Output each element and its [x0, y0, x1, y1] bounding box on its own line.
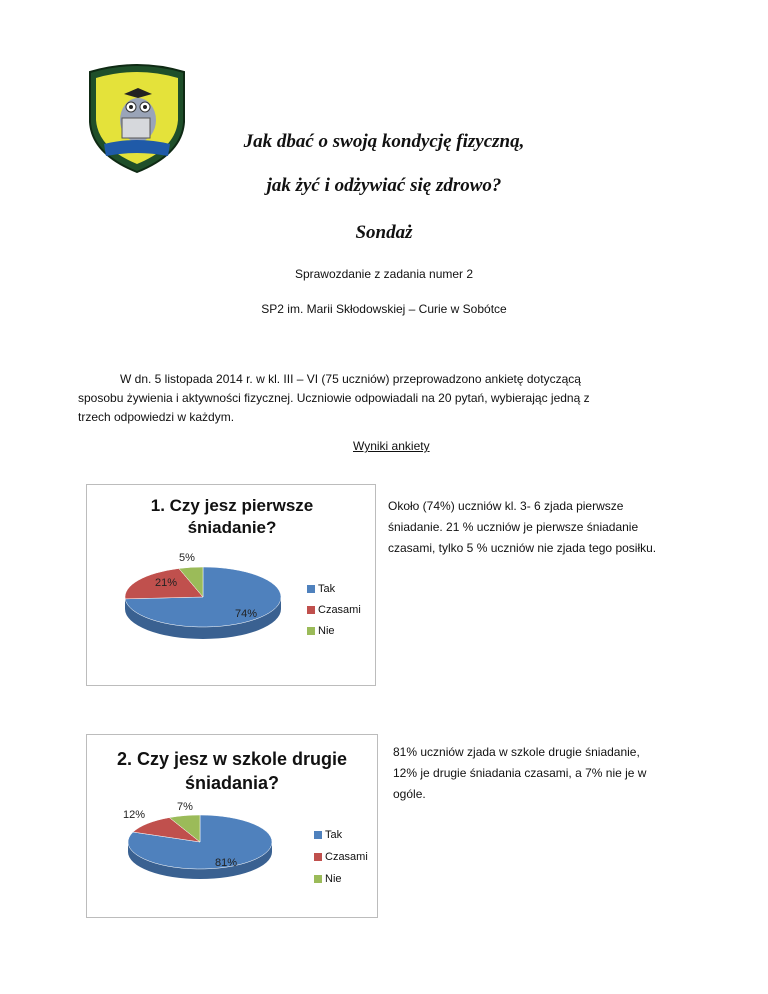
pie-label-nie: 7% — [177, 801, 193, 813]
intro-line-1: W dn. 5 listopada 2014 r. w kl. III – VI (75 uczniów) przeprowadzono ankietę dotyczącą — [120, 372, 581, 386]
legend-label: Nie — [325, 873, 342, 885]
pie-label-nie: 5% — [179, 552, 195, 564]
legend-swatch-czasami — [314, 853, 322, 861]
chart-2-legend-czasami — [314, 850, 368, 864]
results-heading: Wyniki ankiety — [353, 439, 430, 453]
chart-2-legend-nie — [314, 872, 342, 886]
legend-label: Czasami — [318, 604, 361, 616]
chart-2-description — [393, 742, 646, 805]
legend-swatch-nie — [307, 627, 315, 635]
legend-swatch-nie — [314, 875, 322, 883]
legend-swatch-tak — [307, 585, 315, 593]
chart-2-legend-tak — [314, 828, 342, 842]
pie-label-czasami: 21% — [155, 577, 178, 589]
school-name: SP2 im. Marii Skłodowskiej – Curie w Sobótce — [261, 302, 507, 316]
school-logo — [82, 62, 192, 174]
desc-2-line-3: ogóle. — [393, 787, 426, 801]
chart-1-title-line-2: śniadanie? — [187, 518, 277, 537]
chart-1-legend-czasami — [307, 603, 361, 617]
chart-1-title-line-1: 1. Czy jesz pierwsze — [150, 496, 314, 515]
chart-1-legend-nie — [307, 624, 335, 638]
chart-1-box — [86, 484, 376, 686]
pie-label-czasami: 12% — [123, 809, 146, 821]
chart-2-pie — [87, 735, 377, 917]
pie-label-tak: 74% — [235, 608, 258, 620]
chart-2-box — [86, 734, 378, 918]
chart-1-description — [388, 496, 656, 559]
legend-label: Nie — [318, 625, 335, 637]
legend-swatch-czasami — [307, 606, 315, 614]
desc-1-line-1: Około (74%) uczniów kl. 3- 6 zjada pierwsze — [388, 499, 624, 513]
desc-2-line-1: 81% uczniów zjada w szkole drugie śniadanie, — [393, 745, 640, 759]
desc-1-line-2: śniadanie. 21 % uczniów je pierwsze śniadanie — [388, 520, 639, 534]
title-line-1: Jak dbać o swoją kondycję fizyczną, — [243, 131, 525, 152]
legend-label: Czasami — [325, 851, 368, 863]
legend-swatch-tak — [314, 831, 322, 839]
desc-1-line-3: czasami, tylko 5 % uczniów nie zjada tego posiłku. — [388, 541, 657, 555]
chart-1-legend-tak — [307, 582, 335, 596]
intro-line-2: sposobu żywienia i aktywności fizycznej. Uczniowie odpowiadali na 20 pytań, wybierając jedną z — [78, 391, 590, 405]
title-line-2: jak żyć i odżywiać się zdrowo? — [266, 175, 502, 196]
desc-2-line-2: 12% je drugie śniadania czasami, a 7% nie je w — [393, 766, 647, 780]
legend-label: Tak — [325, 829, 343, 841]
legend-label: Tak — [318, 583, 336, 595]
title-line-3: Sondaż — [355, 222, 413, 243]
report-subtitle: Sprawozdanie z zadania numer 2 — [294, 267, 474, 281]
intro-line-3: trzech odpowiedzi w każdym. — [78, 410, 235, 424]
chart-2-title-line-1: 2. Czy jesz w szkole drugie — [116, 749, 348, 769]
pie-label-tak: 81% — [215, 857, 238, 869]
chart-2-title-line-2: śniadania? — [184, 773, 280, 793]
